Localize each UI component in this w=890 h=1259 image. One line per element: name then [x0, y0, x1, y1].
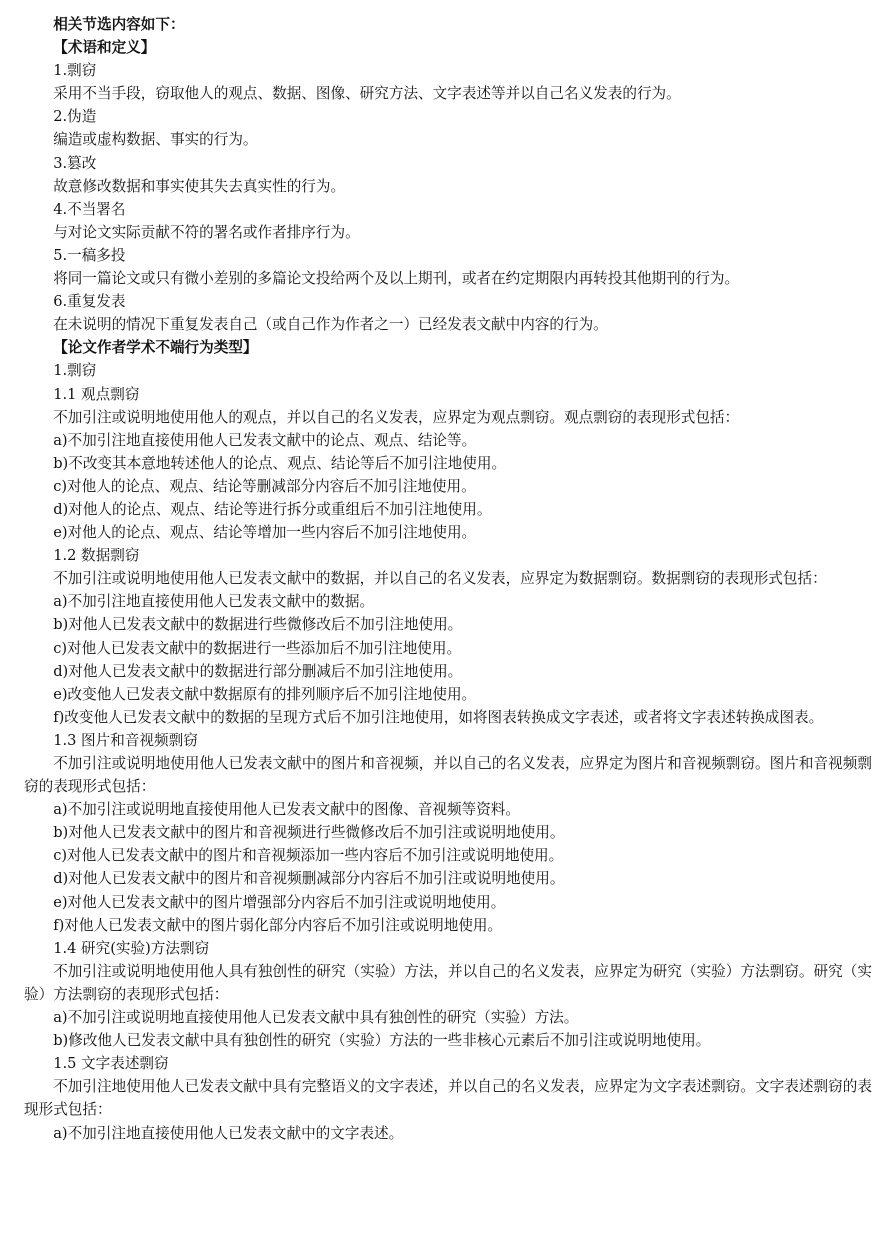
paragraph: c)对他人已发表文献中的图片和音视频添加一些内容后不加引注或说明地使用。	[53, 847, 564, 865]
paragraph: 6.重复发表	[53, 293, 126, 311]
section-heading: 【术语和定义】	[53, 39, 156, 57]
paragraph: c)对他人已发表文献中的数据进行一些添加后不加引注地使用。	[53, 639, 462, 657]
paragraph: 不加引注或说明地使用他人具有独创性的研究（实验）方法，并以自己的名义发表，应界定为研究（实验）方法剽窃。研究（实验）方法剽窃的表现形式包括：	[24, 962, 872, 1003]
paragraph: 5.一稿多投	[53, 246, 126, 264]
paragraph: 2.伪造	[53, 108, 97, 126]
paragraph: d)对他人的论点、观点、结论等进行拆分或重组后不加引注地使用。	[53, 500, 492, 518]
paragraph: b)修改他人已发表文献中具有独创性的研究（实验）方法的一些非核心元素后不加引注或说明地使用。	[53, 1032, 711, 1050]
paragraph: b)对他人已发表文献中的图片和音视频进行些微修改后不加引注或说明地使用。	[53, 824, 565, 842]
paragraph: 1.剽窃	[53, 362, 97, 380]
paragraph: e)对他人的论点、观点、结论等增加一些内容后不加引注地使用。	[53, 524, 477, 542]
paragraph: e)对他人已发表文献中的图片增强部分内容后不加引注或说明地使用。	[53, 893, 506, 911]
paragraph: 不加引注或说明地使用他人已发表文献中的图片和音视频，并以自己的名义发表，应界定为图片和音视频剽窃。图片和音视频剽窃的表现形式包括：	[24, 755, 872, 796]
paragraph: 编造或虚构数据、事实的行为。	[53, 131, 258, 149]
paragraph: b)对他人已发表文献中的数据进行些微修改后不加引注地使用。	[53, 616, 463, 634]
section-heading: 相关节选内容如下：	[53, 16, 185, 33]
section-heading: 【论文作者学术不端行为类型】	[53, 339, 258, 357]
paragraph: 1.4 研究(实验)方法剽窃	[53, 939, 210, 957]
paragraph: d)对他人已发表文献中的图片和音视频删减部分内容后不加引注或说明地使用。	[53, 870, 565, 888]
paragraph: 采用不当手段，窃取他人的观点、数据、图像、研究方法、文字表述等并以自己名义发表的行为。	[53, 85, 681, 103]
paragraph: 3.篡改	[53, 154, 97, 172]
document-page	[24, 13, 872, 1145]
paragraph: 将同一篇论文或只有微小差别的多篇论文投给两个及以上期刊，或者在约定期限内再转投其他期刊的行为。	[53, 270, 740, 288]
paragraph: 不加引注地使用他人已发表文献中具有完整语义的文字表述，并以自己的名义发表，应界定为文字表述剽窃。文字表述剽窃的表现形式包括：	[24, 1078, 872, 1119]
paragraph: f)改变他人已发表文献中的数据的呈现方式后不加引注地使用，如将图表转换成文字表述，或者将文字表述转换成图表。	[53, 708, 824, 726]
paragraph: 与对论文实际贡献不符的署名或作者排序行为。	[53, 223, 360, 241]
paragraph: 在未说明的情况下重复发表自己（或自己作为作者之一）已经发表文献中内容的行为。	[53, 316, 608, 334]
paragraph: a)不加引注或说明地直接使用他人已发表文献中具有独创性的研究（实验）方法。	[53, 1009, 579, 1027]
paragraph: a)不加引注地直接使用他人已发表文献中的文字表述。	[53, 1124, 404, 1142]
paragraph: a)不加引注地直接使用他人已发表文献中的论点、观点、结论等。	[53, 431, 477, 449]
paragraph: a)不加引注或说明地直接使用他人已发表文献中的图像、音视频等资料。	[53, 801, 520, 819]
paragraph: 4.不当署名	[53, 200, 126, 218]
paragraph: 1.剽窃	[53, 62, 97, 80]
paragraph: b)不改变其本意地转述他人的论点、观点、结论等后不加引注地使用。	[53, 454, 507, 472]
paragraph: 1.3 图片和音视频剽窃	[53, 731, 198, 749]
paragraph: c)对他人的论点、观点、结论等删减部分内容后不加引注地使用。	[53, 477, 476, 495]
paragraph: 1.5 文字表述剽窃	[53, 1055, 169, 1073]
paragraph: 故意修改数据和事实使其失去真实性的行为。	[53, 177, 346, 195]
paragraph: 1.1 观点剽窃	[53, 385, 140, 403]
paragraph: d)对他人已发表文献中的数据进行部分删减后不加引注地使用。	[53, 662, 463, 680]
paragraph: 不加引注或说明地使用他人的观点，并以自己的名义发表，应界定为观点剽窃。观点剽窃的表现形式包括：	[53, 408, 740, 426]
paragraph: f)对他人已发表文献中的图片弱化部分内容后不加引注或说明地使用。	[53, 916, 503, 934]
paragraph: e)改变他人已发表文献中数据原有的排列顺序后不加引注地使用。	[53, 685, 477, 703]
paragraph: 不加引注或说明地使用他人已发表文献中的数据，并以自己的名义发表，应界定为数据剽窃。数据剽窃的表现形式包括：	[53, 570, 827, 588]
paragraph: a)不加引注地直接使用他人已发表文献中的数据。	[53, 593, 375, 611]
paragraph: 1.2 数据剽窃	[53, 547, 140, 565]
